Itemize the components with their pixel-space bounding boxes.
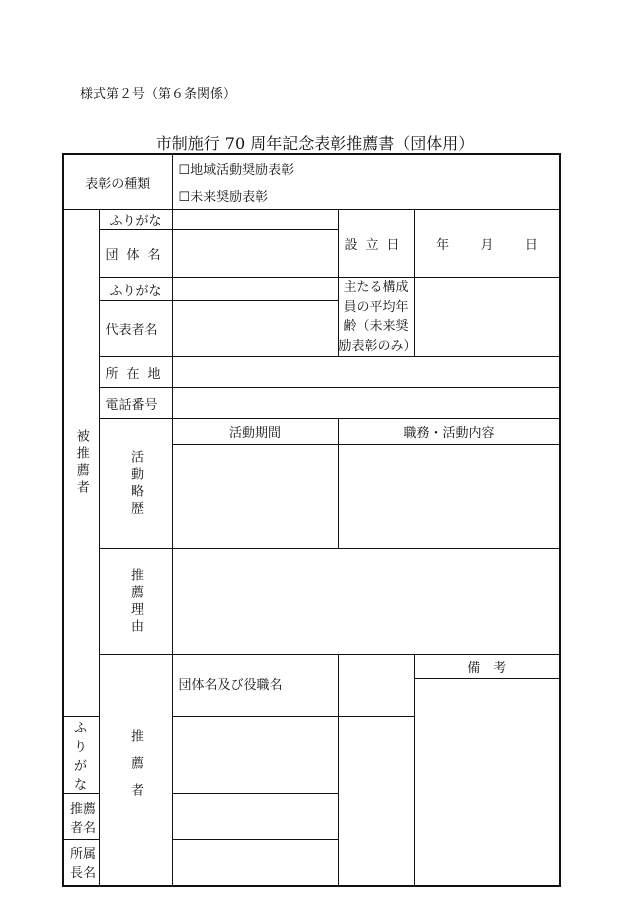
furigana-label: ふりがな (99, 278, 172, 301)
avg-age-field[interactable] (414, 278, 560, 357)
activity-duty-field[interactable] (338, 445, 560, 549)
reason-label: 推薦理由 (99, 549, 172, 655)
rep-furigana-field[interactable] (172, 278, 338, 301)
award-option-future[interactable]: ☐未来奨励表彰 (178, 190, 269, 205)
avg-age-label: 主たる構成員の平均年齢（未来奨励表彰のみ） (338, 278, 414, 357)
org-title-label: 団体名及び役職名 (172, 655, 338, 717)
address-label: 所在地 (99, 357, 172, 388)
furigana-label: ふりがな (99, 210, 172, 230)
nomination-form-table (62, 153, 561, 887)
furigana-label: ふりがな (63, 717, 99, 794)
address-field[interactable] (172, 357, 560, 388)
recommender-furigana-field[interactable] (172, 717, 338, 794)
award-type-label: 表彰の種類 (63, 154, 172, 210)
org-name-field[interactable] (172, 230, 338, 278)
award-type-options (172, 154, 560, 210)
remarks-header: 備 考 (414, 655, 560, 679)
head-name-field[interactable] (172, 840, 338, 886)
phone-label: 電話番号 (99, 388, 172, 419)
activity-history-label: 活動略歴 (99, 419, 172, 549)
established-label: 設立日 (338, 210, 414, 278)
recommender-name-field[interactable] (172, 794, 338, 840)
activity-period-field[interactable] (172, 445, 338, 549)
remarks-field[interactable] (414, 679, 560, 886)
form-number-caption: 様式第２号（第６条関係） (80, 87, 237, 102)
org-furigana-field[interactable] (172, 210, 338, 230)
representative-label: 代表者名 (99, 301, 172, 357)
phone-field[interactable] (172, 388, 560, 419)
date-day: 日 (524, 238, 538, 253)
nominee-section-label: 被推薦者 (63, 210, 99, 717)
date-year: 年 (436, 238, 450, 253)
head-name-label: 所属長名 (63, 840, 99, 886)
org-name-label: 団体名 (99, 230, 172, 278)
award-option-community[interactable]: ☐地域活動奨励表彰 (178, 163, 295, 178)
established-date-field[interactable] (414, 210, 560, 278)
form-title: 市制施行 70 周年記念表彰推薦書（団体用） (155, 134, 475, 153)
representative-field[interactable] (172, 301, 338, 357)
activity-duty-header: 職務・活動内容 (338, 419, 560, 445)
reason-field[interactable] (172, 549, 560, 655)
recommender-name-label: 推薦者名 (63, 794, 99, 840)
recommender-section-label: 推薦者 (99, 655, 172, 886)
activity-period-header: 活動期間 (172, 419, 338, 445)
org-title-field[interactable] (338, 655, 414, 717)
date-month: 月 (480, 238, 494, 253)
